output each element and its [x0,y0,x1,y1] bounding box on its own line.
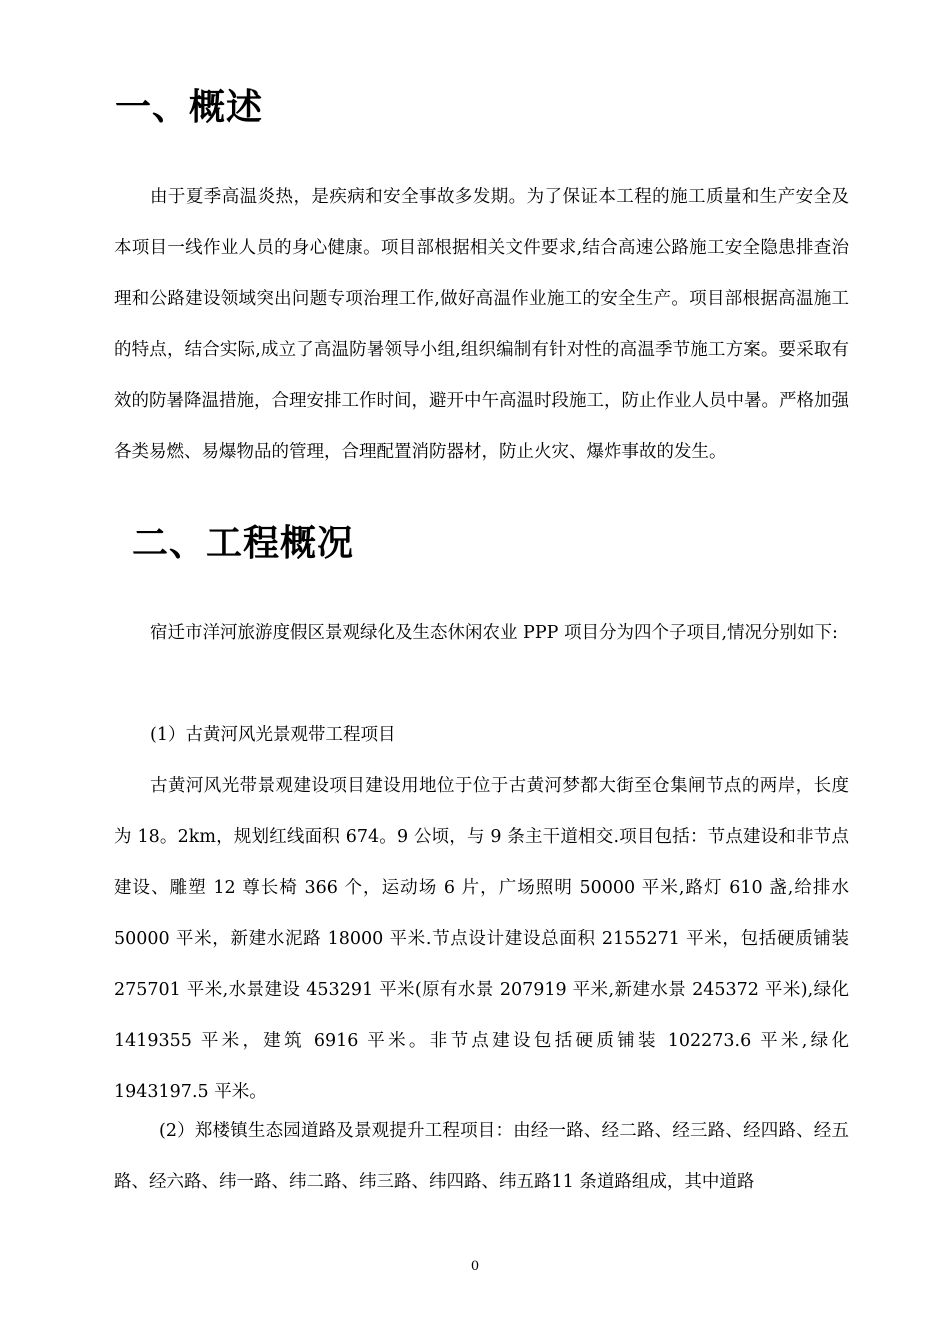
section-heading-overview: 一、概述 [115,87,264,128]
overview-paragraph: 由于夏季高温炎热，是疾病和安全事故多发期。为了保证本工程的施工质量和生产安全及本项目一线作业人员的身心健康。项目部根据相关文件要求,结合高速公路施工安全隐患排查治理和公路建设领域突出问题专项治理工作,做好高温作业施工的安全生产。项目部根据高温施工的特点，结合实际,成立了高温防暑领导小组,组织编制有针对性的高温季节施工方案。要采取有效的防暑降温措施，合理安排工作时间，避开中午高温时段施工，防止作业人员中暑。严格加强各类易燃、易爆物品的管理，合理配置消防器材，防止火灾、爆炸事故的发生。 [114,187,849,462]
section-heading-project-overview: 二、工程概况 [132,523,355,564]
page-number: 0 [470,1259,480,1274]
subproject-1-title: (1）古黄河风光景观带工程项目 [150,725,396,745]
project-intro-paragraph: 宿迁市洋河旅游度假区景观绿化及生态休闲农业 PPP 项目分为四个子项目,情况分别如下: [150,623,838,643]
subproject-1-description: 古黄河风光带景观建设项目建设用地位于位于古黄河梦都大街至仓集闸节点的两岸，长度为 18。2km，规划红线面积 674。9 公顷，与 9 条主干道相交.项目包括：节点建设和非节点建设、雕塑 12 尊长椅 366 个，运动场 6 片，广场照明 50000 平米,路灯 610 盏,给排水 50000 平米，新建水泥路 18000 平米.节点设计建设总面积 2155271 平米，包括硬质铺装 275701 平米,水景建设 453291 平米(原有水景 207919 平米,新建水景 245372 平米),绿化 1419355 平米，建筑 6916 平米。非节点建设包括硬质铺装 102273.6 平米,绿化 1943197.5 平米。 [114,776,849,1102]
subproject-2-description: (2）郑楼镇生态园道路及景观提升工程项目：由经一路、经二路、经三路、经四路、经五路、经六路、纬一路、纬二路、纬三路、纬四路、纬五路11 条道路组成，其中道路 [114,1121,849,1192]
